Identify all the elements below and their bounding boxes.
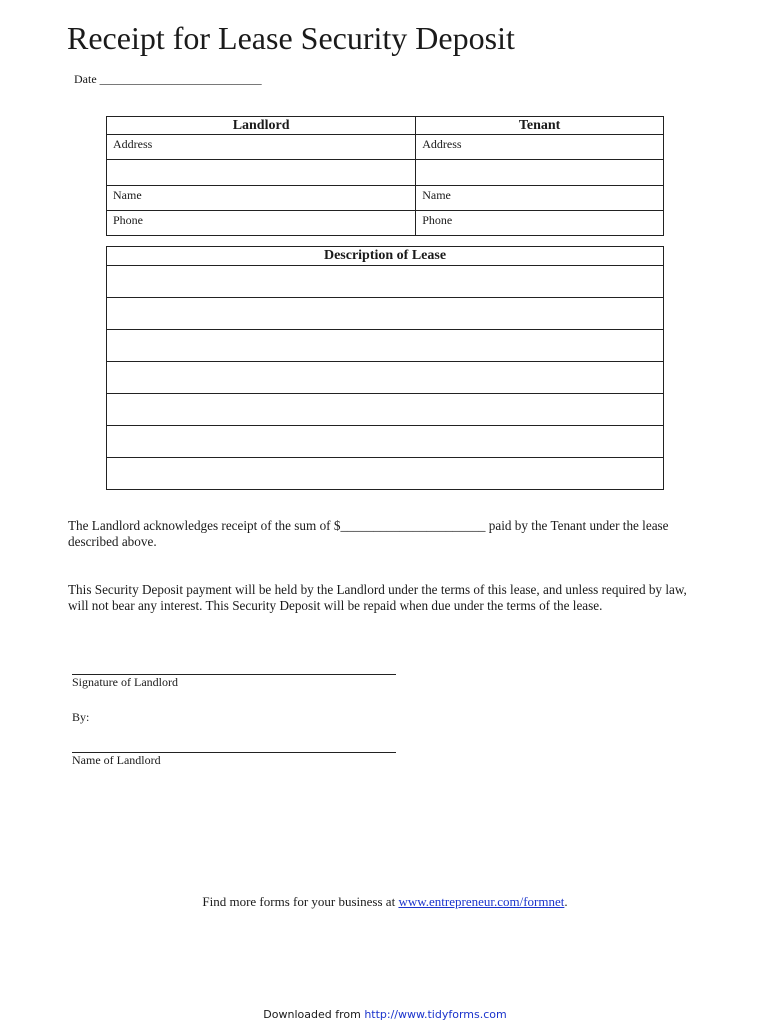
signature-label: Signature of Landlord [72, 675, 178, 689]
parties-table [106, 116, 664, 236]
lease-description-line[interactable] [107, 330, 664, 362]
receipt-paragraph: The Landlord acknowledges receipt of the sum of $______________________ paid by the Tenant under the lease described above. [68, 518, 669, 549]
lease-description-line[interactable] [107, 266, 664, 298]
lease-description-line[interactable] [107, 394, 664, 426]
terms-paragraph: This Security Deposit payment will be held by the Landlord under the terms of this lease, and unless required by law, will not bear any interest. This Security Deposit will be repaid when due under the terms of the lease. [68, 582, 687, 613]
tenant-name-field[interactable]: Name [416, 186, 664, 211]
landlord-phone-field[interactable]: Phone [107, 211, 416, 236]
landlord-name-label: Name of Landlord [72, 753, 161, 767]
footer-text: Find more forms for your business at [202, 894, 399, 909]
download-text: Downloaded from [263, 1008, 365, 1021]
lease-description-table [106, 246, 664, 490]
landlord-name-field[interactable]: Name [107, 186, 416, 211]
lease-description-line[interactable] [107, 426, 664, 458]
lease-description-line[interactable] [107, 298, 664, 330]
entrepreneur-link[interactable]: www.entrepreneur.com/formnet [398, 894, 565, 909]
tenant-header: Tenant [416, 117, 664, 135]
document-title: Receipt for Lease Security Deposit [67, 20, 515, 56]
tenant-address-field[interactable]: Address [416, 135, 664, 160]
lease-description-line[interactable] [107, 362, 664, 394]
by-label: By: [72, 710, 90, 724]
landlord-address-field[interactable]: Address [107, 135, 416, 160]
landlord-header: Landlord [107, 117, 416, 135]
lease-description-line[interactable] [107, 458, 664, 490]
footer-period: . [564, 894, 568, 909]
footer-note [0, 894, 770, 910]
date-field[interactable]: Date ___________________________ [74, 72, 262, 86]
download-credit [0, 1008, 770, 1021]
tenant-address-line2[interactable] [416, 160, 664, 186]
tenant-phone-field[interactable]: Phone [416, 211, 664, 236]
landlord-address-line2[interactable] [107, 160, 416, 186]
lease-description-header: Description of Lease [107, 247, 664, 266]
tidyforms-link[interactable]: http://www.tidyforms.com [364, 1008, 507, 1021]
